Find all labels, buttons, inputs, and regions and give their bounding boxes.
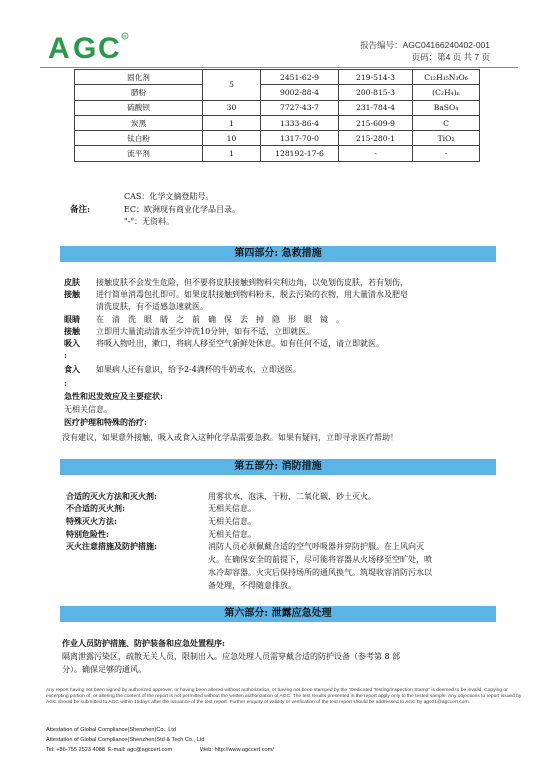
- composition-table: [74, 69, 480, 162]
- component-ec: 215-280-1: [339, 131, 413, 146]
- acute-label: 急性和迟发效应及主要症状:: [64, 391, 163, 401]
- component-cas: 1333-86-4: [261, 115, 339, 130]
- skin-contact-row: [64, 289, 408, 301]
- disclaimer: Any report having not been signed by authorized approver, or having been altered without authorization, or having not been stamped by the "Dedicated Testing/Inspection Stamp" is deemed to be invalid. Copying or excerpting portion of, or altering the content of the report is not permitted without the written authorization of AGC. The test results presented in the report apply only to the tested sample. Any objections to report issued by AGC should be submitted to AGC within 15days after the issuance of the test report. Further enquiry of validity or verification of the test report should be addressed to AGC by agc01@agccert.com.: [46, 688, 522, 706]
- section-6-banner: 第六部分: 泄露应急处理: [60, 606, 496, 622]
- table-row: [75, 115, 480, 130]
- component-content: 1: [203, 115, 261, 130]
- eye-text: 在 清 洗 眼 睛 之 前 确 保 去 掉 隐 形 眼 镜 。: [96, 315, 344, 324]
- spill-text-2: 分）。确保足够的通风。: [62, 665, 146, 674]
- component-ec: 219-514-3: [339, 70, 413, 85]
- svg-text:R: R: [123, 34, 127, 39]
- fire-precaution-value: 消防人员必须佩戴合适的空气呼吸器并穿防护服。在上风向灭: [208, 542, 424, 551]
- colon-mark-2: :: [64, 378, 67, 388]
- eye-row: [64, 314, 344, 326]
- component-cas: 1317-70-0: [261, 131, 339, 146]
- acute-text: 无相关信息。: [64, 405, 112, 414]
- table-row: [75, 146, 480, 161]
- component-cas: 9002-88-4: [261, 85, 339, 100]
- skin-row: [64, 277, 408, 289]
- section-5-banner: 第五部分: 消防措施: [60, 459, 496, 475]
- extinguish-method-label: 合适的灭火方法和灭火剂:: [66, 491, 157, 501]
- inhale-row: [64, 338, 384, 350]
- eye-contact-label: 接触: [64, 326, 80, 336]
- remarks-label: 备注:: [70, 205, 91, 215]
- remark-ec: EC：欧洲现有商业化学品目录。: [124, 205, 240, 214]
- component-content: 1: [203, 146, 261, 161]
- fire-precaution-label: 灭火注意措施及防护措施:: [66, 541, 157, 551]
- special-hazard-value: 无相关信息。: [208, 530, 256, 539]
- component-ec: 200-815-3: [339, 85, 413, 100]
- spill-label: 作业人员防护措施、防护装备和应急处置程序:: [62, 638, 225, 648]
- component-content: 30: [203, 100, 261, 115]
- component-name: 流平剂: [75, 146, 203, 161]
- ingest-row: [64, 364, 301, 376]
- component-ec: 215-609-9: [339, 115, 413, 130]
- component-name: 腊粉: [75, 85, 203, 100]
- ingest-text: 如果病人还有意识，给予2-4满杯的牛奶或水，立即送医。: [96, 365, 301, 374]
- table-row: [75, 131, 480, 146]
- contact-text: 进行简单消毒包扎即可。如果皮肤接触到物料粉末，脱去污染的衣物，用大量清水及肥皂: [96, 290, 408, 299]
- medical-text: 没有建议，如果意外接触，吸入或食入这种化学品需要急救。如果有疑问，立即寻求医疗帮助！: [62, 433, 398, 442]
- agc-logo: [48, 30, 138, 68]
- eye-contact-text: 立即用大量流动清水至少冲洗10分钟，如有不适，立即就医。: [96, 327, 315, 336]
- component-formula: C: [413, 115, 480, 130]
- svg-text:G: G: [73, 32, 96, 65]
- special-method-label: 特殊灭火方法:: [66, 516, 117, 526]
- table-row: [75, 85, 480, 100]
- colon-mark: :: [64, 350, 67, 360]
- component-name: 固化剂: [75, 70, 203, 85]
- page-number: 页码：第4 页 共 7 页: [411, 52, 490, 62]
- remark-cas: CAS：化学文摘登陆号。: [124, 192, 214, 201]
- remark-dash: "-"：无资料。: [124, 217, 175, 226]
- inhale-text: 将吸入物吐出，漱口，将病人移至空气新鲜处休息。如有任何不适，请立即就医。: [96, 339, 384, 348]
- fire-precaution-line-4: 备处理，不得随意排放。: [208, 581, 296, 590]
- fire-precaution-line-2: 火。在确保安全的前提下，尽可能将容器从火场移至空旷处，喷: [208, 555, 432, 564]
- component-ec: 231-784-4: [339, 100, 413, 115]
- attestation-1: Attestation of Global Compliance(Shenzhen)Co., Ltd: [46, 727, 176, 733]
- fire-precaution-line-3: 水冷却容器。火灾后保持场所的通风换气。筑堤收容消防污水以: [208, 568, 432, 577]
- eye-contact-row: [64, 326, 314, 338]
- unsuitable-agent-value: 无相关信息。: [208, 504, 256, 513]
- component-cas: 128192-17-6: [261, 146, 339, 161]
- header-divider: [40, 67, 518, 68]
- component-cas: 7727-43-7: [261, 100, 339, 115]
- svg-text:C: C: [98, 32, 119, 65]
- contact-label: 接触: [64, 289, 80, 299]
- eye-label: 眼睛: [64, 314, 80, 324]
- component-formula: BaSO₄: [413, 100, 480, 115]
- unsuitable-agent-label: 不合适的灭火剂:: [66, 503, 125, 513]
- contact-email[interactable]: E-mail: agc@agccert.com: [108, 747, 173, 753]
- contact-tel: Tel: +86-755 2523 4088: [46, 747, 105, 753]
- component-formula: C₁₂H₁₅N₃O₆: [413, 70, 480, 85]
- svg-text:A: A: [48, 32, 69, 65]
- table-row: [75, 100, 480, 115]
- special-method-value: 无相关信息。: [208, 517, 256, 526]
- report-number: 报告编号：AGC04166240402-001: [360, 40, 490, 50]
- component-formula: (C₂H₄)ₙ: [413, 85, 480, 100]
- component-name: 硫酸钡: [75, 100, 203, 115]
- ingest-label: 食入: [64, 364, 80, 374]
- contact-web[interactable]: Web: http://www.agccert.com/: [200, 747, 274, 753]
- extinguish-method-value: 用雾状水、泡沫、干粉、二氧化碳、砂土灭火。: [208, 492, 376, 501]
- medical-label: 医疗护理和特殊的治疗:: [64, 417, 147, 427]
- component-ec: -: [339, 146, 413, 161]
- component-name: 钛白粉: [75, 131, 203, 146]
- component-formula: -: [413, 146, 480, 161]
- component-formula: TiO₂: [413, 131, 480, 146]
- special-hazard-label: 特别危险性:: [66, 529, 109, 539]
- skin-label: 皮肤: [64, 277, 80, 287]
- skin-contact-row-2: 清洗皮肤，有不适感急速就医。: [96, 302, 208, 311]
- component-cas: 2451-62-9: [261, 70, 339, 85]
- inhale-label: 吸入: [64, 338, 80, 348]
- section-4-banner: 第四部分: 急救措施: [60, 246, 496, 262]
- component-name: 炭黑: [75, 115, 203, 130]
- spill-text-1: 隔离泄露污染区，疏散无关人员，限制出入。应急处理人员需穿戴合适的防护设备（参考第 8 部: [62, 652, 401, 661]
- table-row: [75, 70, 480, 85]
- component-content: 10: [203, 131, 261, 146]
- component-content: 5: [203, 70, 261, 101]
- attestation-2: Attestation of Global Compliance(Shenzhen)Std & Tech Co., Ltd: [46, 737, 205, 743]
- skin-text: 接触皮肤不会发生危险，但不要将皮肤接触到物料尖利边角，以免划伤皮肤，若有划伤，: [96, 278, 408, 287]
